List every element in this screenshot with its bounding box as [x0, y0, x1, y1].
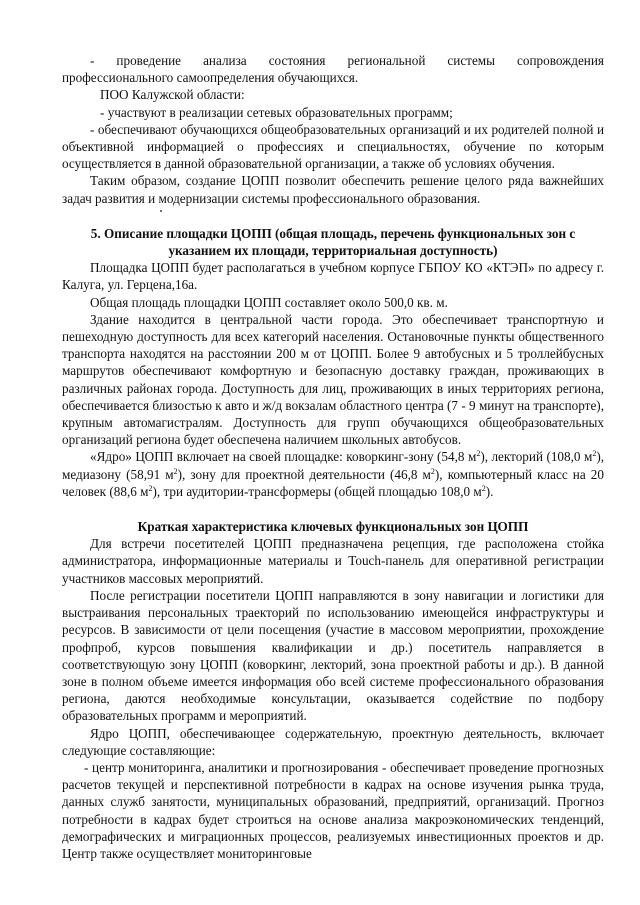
- paragraph-monitoring-center: - центр мониторинга, аналитики и прогнозирования - обеспечивает проведение прогнозных расчетов текущей и перспективной потребности в кадрах на основе изучения рынка труда, данных служб занятости, муниципальных образований, предприятий, организаций. Прогноз потребности в кадрах будет строиться на основе анализа макроэкономических тенденций, демографических и миграционных процессов, реализуемых инвестиционных проектов и др. Центр также осуществляет мониторинговые: [62, 759, 604, 861]
- paragraph-core-components: Ядро ЦОПП, обеспечивающее содержательную, проектную деятельность, включает следующие составляющие:: [62, 725, 604, 758]
- zones-heading: Краткая характеристика ключевых функциональных зон ЦОПП: [137, 519, 529, 535]
- paragraph-reception: Для встречи посетителей ЦОПП предназначена рецепция, где расположена стойка администратора, информационные материалы и Touch-панель для оперативной регистрации участников массовых мероприятий.: [62, 536, 604, 586]
- document-page: [62, 52, 604, 862]
- section-5-heading: 5. Описание площадки ЦОПП (общая площадь, перечень функциональных зон с указанием их площади, территориальная доступность): [90, 225, 576, 259]
- paragraph-core-zones: «Ядро» ЦОПП включает на своей площадке: коворкинг-зону (54,8 $м^2$), лекторий (108,0 $м^2$), медиазону (58,91 $м^2$), зону для проектной деятельности (46,8 $м^2$), компьютерный класс на 20 человек (88,6 $м^2$), три аудитории-трансформеры (общей площадью 108,0 $м^2$).: [62, 449, 605, 499]
- paragraph-analysis: - проведение анализа состояния региональной системы сопровождения профессионального самоопределения обучающихся.: [62, 53, 604, 86]
- paragraph-location: Площадка ЦОПП будет располагаться в учебном корпусе ГБПОУ КО «КТЭП» по адресу г. Калуга, ул. Герцена,16а.: [62, 260, 604, 293]
- paragraph-accessibility: Здание находится в центральной части города. Это обеспечивает транспортную и пешеходную доступность для всех категорий населения. Остановочные пункты общественного транспорта находятся на расстоянии 200 м от ЦОПП. Более 9 автобусных и 5 троллейбусных маршрутов обеспечивают комфортную и безопасную доставку граждан, проживающих в различных районах города. Доступность для лиц, проживающих в иных территориях региона, обеспечивается близостью к авто и ж/д вокзалам областного центра (7 - 9 минут на транспорте), крупным автомагистралям. Доступность для групп обучающихся общеобразовательных организаций региона будет обеспечена наличием школьных автобусов.: [62, 311, 604, 448]
- paragraph-networks: - участвуют в реализации сетевых образовательных программ;: [100, 104, 453, 120]
- paragraph-information: - обеспечивают обучающихся общеобразовательных организаций и их родителей полной и объективной информацией о профессиях и специальностях, обучение по которым осуществляется в данной образовательной организации, а также об условиях обучения.: [62, 121, 604, 172]
- paragraph-navigation: После регистрации посетители ЦОПП направляются в зону навигации и логистики для выстраивания персональных траекторий по использованию имеющейся инфраструктуры и ресурсов. В зависимости от цели посещения (участие в массовом мероприятии, прохождение профпроб, курсов повышения квалификации и др.) посетитель направляется в соответствующую зону ЦОПП (коворкинг, лекторий, зона проектной работы и др.). В данной зоне в полном объеме имеется информация обо всей системе профессионального образования региона, даются необходимые консультации, оказывается содействие по подбору образовательных программ и мероприятий.: [62, 587, 604, 724]
- paragraph-poo-label: ПОО Калужской области:: [100, 87, 245, 103]
- stray-dot: [160, 210, 162, 212]
- paragraph-area: Общая площадь площадки ЦОПП составляет около 500,0 кв. м.: [90, 294, 448, 310]
- paragraph-conclusion: Таким образом, создание ЦОПП позволит обеспечить решение целого ряда важнейших задач развития и модернизации системы профессионального образования.: [62, 173, 604, 206]
